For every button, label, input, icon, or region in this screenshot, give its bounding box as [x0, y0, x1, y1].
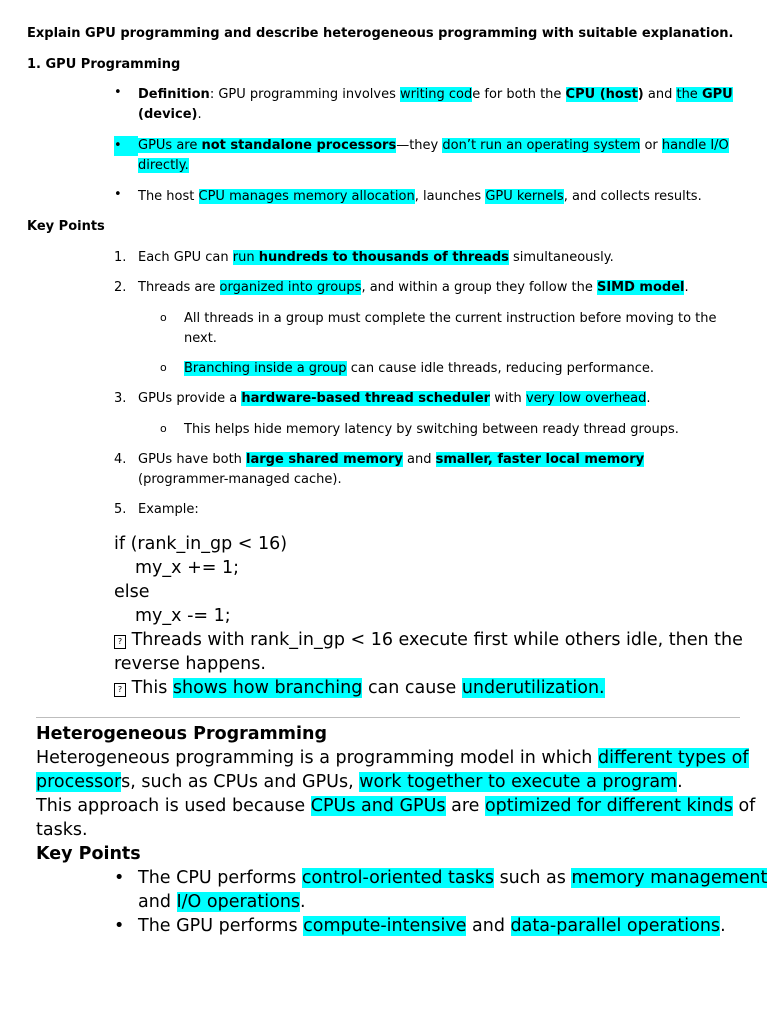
note-threads-line2: reverse happens. [114, 654, 266, 674]
key-point-3: GPUs provide a hardware-based thread scheduler with very low overhead. [138, 391, 651, 406]
definition-bullet-line2: (device). [138, 107, 202, 122]
list-number: 2. [114, 280, 127, 295]
key-point-4-line2: (programmer-managed cache). [138, 472, 342, 487]
bullet-dot-icon: • [114, 868, 125, 888]
hetero-key-points-heading: Key Points [36, 844, 141, 864]
note-threads: ? Threads with rank_in_gp < 16 execute first while others idle, then the [114, 628, 743, 652]
gpu-programming-heading: 1. GPU Programming [27, 57, 181, 72]
definition-bullet: Definition: GPU programming involves writing code for both the CPU (host) and the GPU [138, 87, 733, 102]
key-point-4: GPUs have both large shared memory and smaller, faster local memory [138, 452, 645, 467]
hetero-p2-line2: tasks. [36, 820, 88, 840]
key-point-3a: This helps hide memory latency by switching between ready thread groups. [184, 422, 679, 437]
code-line-2: my_x += 1; [135, 558, 239, 578]
list-number: 3. [114, 391, 127, 406]
bullet-dot-icon: • [114, 187, 122, 202]
missing-glyph-box-icon: ? [114, 635, 126, 649]
not-standalone-bullet-line2: directly. [138, 158, 189, 173]
host-cpu-bullet: The host CPU manages memory allocation, launches GPU kernels, and collects results. [138, 189, 702, 204]
key-point-2b: Branching inside a group can cause idle threads, reducing performance. [184, 361, 655, 376]
hetero-bullet-cpu: The CPU performs control-oriented tasks such as memory management [138, 868, 768, 888]
list-number: 4. [114, 452, 127, 467]
not-standalone-bullet: GPUs are not standalone processors—they don’t run an operating system or handle I/O [138, 138, 729, 153]
hetero-bullet-cpu-line2: and I/O operations. [138, 892, 306, 912]
key-points-heading: Key Points [27, 219, 105, 234]
note-branching: ? This shows how branching can cause underutilization. [114, 676, 605, 700]
bullet-dot-icon: • [114, 85, 122, 100]
circle-bullet-icon: o [160, 361, 167, 374]
key-point-2a-line2: next. [184, 331, 217, 346]
key-point-1: Each GPU can run hundreds to thousands of threads simultaneously. [138, 250, 614, 265]
hetero-p2-line1: This approach is used because CPUs and GPUs are optimized for different kinds of [36, 796, 756, 816]
bullet-dot-icon: • [114, 136, 138, 156]
circle-bullet-icon: o [160, 422, 167, 435]
code-line-3: else [114, 582, 150, 602]
hetero-p1-line2: processors, such as CPUs and GPUs, work together to execute a program. [36, 772, 683, 792]
key-point-2: Threads are organized into groups, and within a group they follow the SIMD model. [138, 280, 689, 295]
hetero-bullet-gpu: The GPU performs compute-intensive and data-parallel operations. [138, 916, 726, 936]
bullet-dot-icon: • [114, 916, 125, 936]
list-number: 1. [114, 250, 127, 265]
hetero-p1-line1: Heterogeneous programming is a programming model in which different types of [36, 748, 749, 768]
heterogeneous-heading: Heterogeneous Programming [36, 724, 328, 744]
code-line-1: if (rank_in_gp < 16) [114, 534, 288, 554]
question-title: Explain GPU programming and describe heterogeneous programming with suitable explanation. [27, 26, 734, 41]
key-point-2a: All threads in a group must complete the current instruction before moving to the [184, 311, 717, 326]
list-number: 5. [114, 502, 127, 517]
horizontal-rule [36, 717, 740, 718]
missing-glyph-box-icon: ? [114, 683, 126, 697]
key-point-5: Example: [138, 502, 199, 517]
code-line-4: my_x -= 1; [135, 606, 231, 626]
circle-bullet-icon: o [160, 311, 167, 324]
